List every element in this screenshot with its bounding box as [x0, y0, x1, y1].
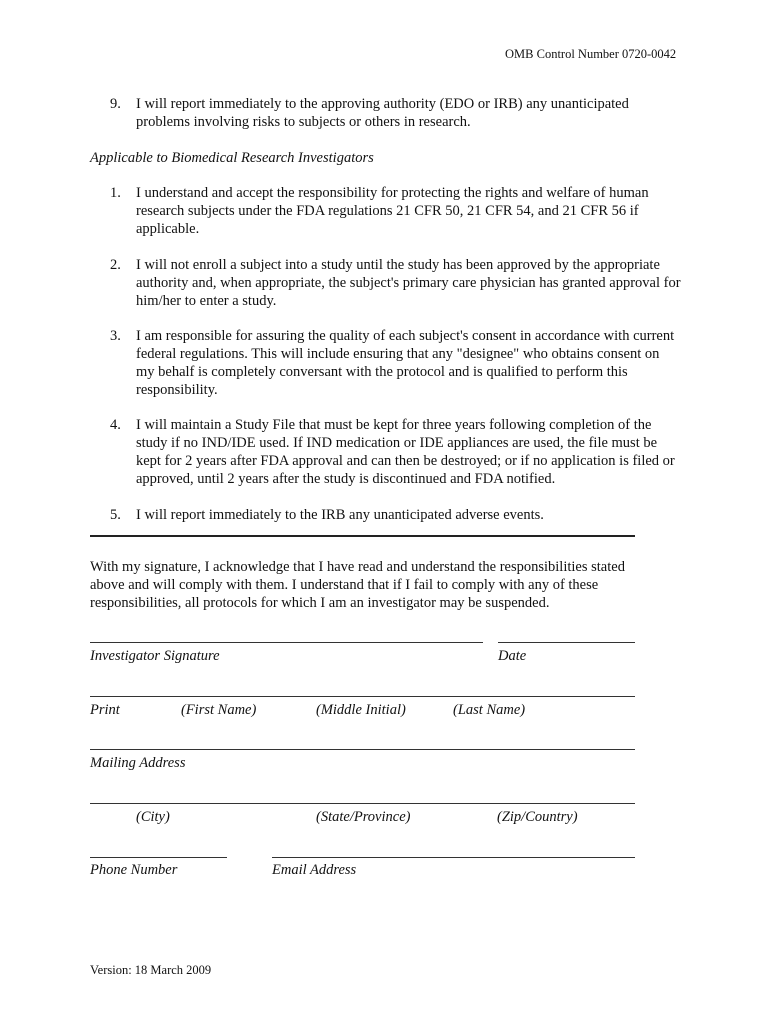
mailing-address-label: Mailing Address — [90, 755, 186, 771]
item-text: I will not enroll a subject into a study until the study has been approved by the appropriate authority and, when appropriate, the subject's primary care physician has granted approval for him/her to enter a study. — [136, 257, 681, 309]
item-number: 4. — [110, 417, 121, 433]
item-number: 1. — [110, 185, 121, 201]
item-number: 5. — [110, 507, 121, 523]
item-text: I am responsible for assuring the quality of each subject's consent in accordance with current federal regulations. This will include ensuring that any "designee" who obtains consent on my behalf is completely conversant with the protocol and is qualified to perform this responsibility. — [136, 328, 675, 398]
section-divider — [90, 535, 635, 537]
section-heading: Applicable to Biomedical Research Investigators — [90, 150, 374, 166]
date-line[interactable] — [498, 642, 635, 643]
item-text: I understand and accept the responsibility for protecting the rights and welfare of human research subjects under the FDA regulations 21 CFR 50, 21 CFR 54, and 21 CFR 56 if applicable. — [136, 185, 649, 237]
item-number: 9. — [110, 96, 121, 112]
acknowledgement-text: With my signature, I acknowledge that I have read and understand the responsibilities stated above and will comply with them. I understand that if I fail to comply with any of these responsibilities, all protocols for which I am an investigator may be suspended. — [90, 559, 625, 611]
signature-line[interactable] — [90, 642, 483, 643]
item-number: 2. — [110, 257, 121, 273]
zip-country-label: (Zip/Country) — [497, 809, 578, 825]
item-number: 3. — [110, 328, 121, 344]
version-footer: Version: 18 March 2009 — [90, 963, 212, 977]
date-label: Date — [498, 648, 527, 664]
email-address-line[interactable] — [272, 857, 635, 858]
city-label: (City) — [136, 809, 170, 825]
print-label: Print — [90, 702, 120, 718]
item-text: I will report immediately to the IRB any unanticipated adverse events. — [136, 507, 544, 523]
phone-number-label: Phone Number — [90, 862, 178, 878]
first-name-label: (First Name) — [181, 702, 257, 718]
state-province-label: (State/Province) — [316, 809, 411, 825]
mailing-address-line[interactable] — [90, 749, 635, 750]
item-text: I will maintain a Study File that must be kept for three years following completion of the study if no IND/IDE used. If IND medication or IDE appliances are used, the file must be kept for 2 years after FDA approval and can then be destroyed; or if no application is filed or approved, until 2 years after the study is discontinued and FDA notified. — [136, 417, 675, 487]
last-name-label: (Last Name) — [453, 702, 526, 718]
email-address-label: Email Address — [272, 862, 357, 878]
omb-control-number: OMB Control Number 0720-0042 — [505, 47, 677, 61]
print-name-line[interactable] — [90, 696, 635, 697]
city-state-zip-line[interactable] — [90, 803, 635, 804]
middle-initial-label: (Middle Initial) — [316, 702, 406, 718]
phone-number-line[interactable] — [90, 857, 227, 858]
investigator-signature-label: Investigator Signature — [90, 648, 220, 664]
item-text: I will report immediately to the approving authority (EDO or IRB) any unanticipated problems involving risks to subjects or others in research. — [136, 96, 629, 130]
